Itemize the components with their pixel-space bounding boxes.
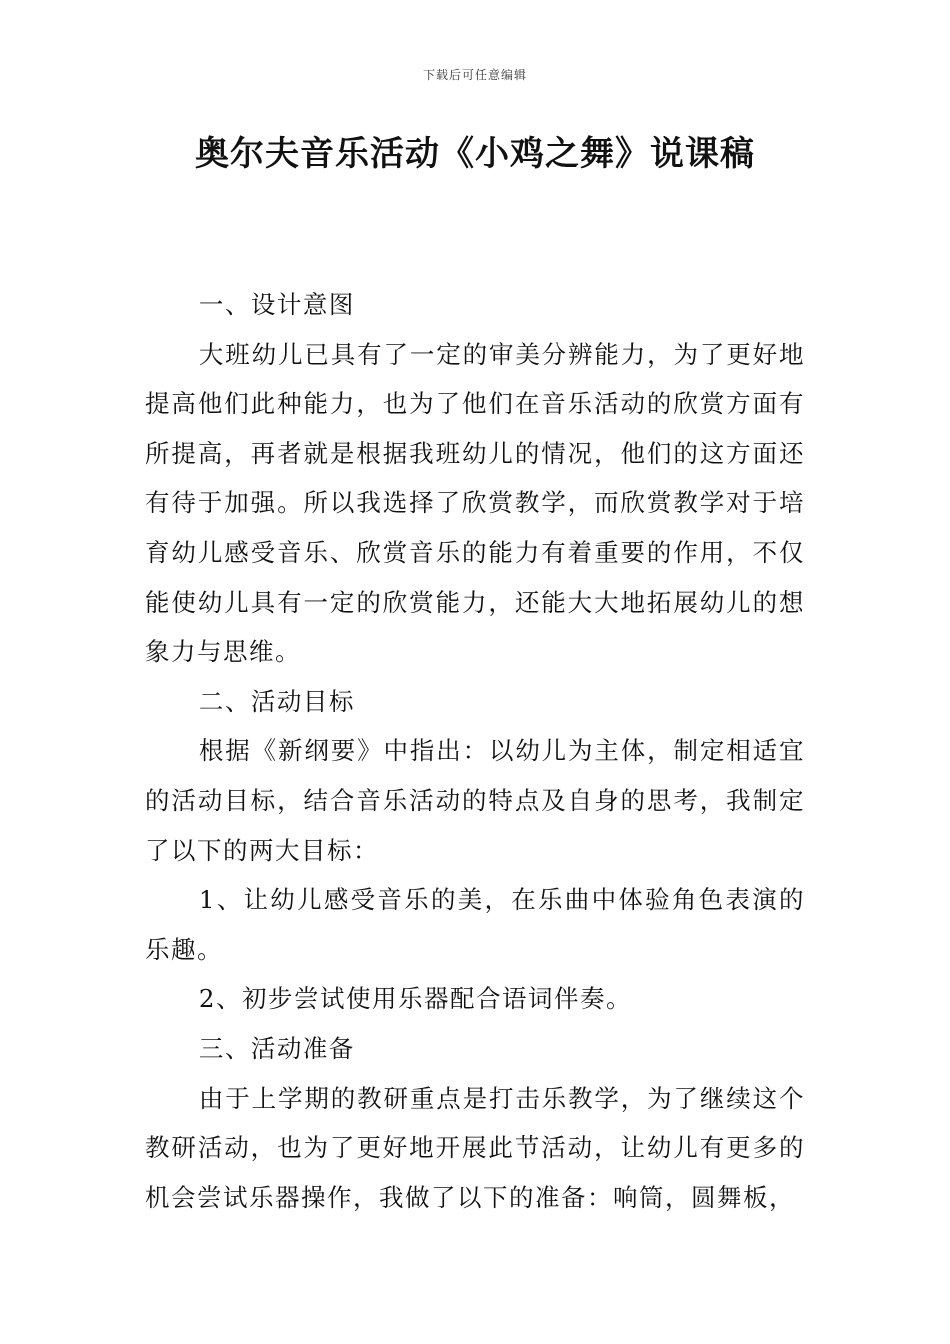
section-heading-activity-prep: 三、活动准备 <box>198 1033 355 1063</box>
section-heading-design-intent: 一、设计意图 <box>198 290 355 319</box>
paragraph-design-intent: 大班幼儿已具有了一定的审美分辨能力，为了更好地提高他们此种能力，也为了他们在音乐活动的欣赏方面有所提高，再者就是根据我班幼儿的情况，他们的这方面还有待于加强。所以我选择了欣赏教学，而欣赏教学对于培育幼儿感受音乐、欣赏音乐的能力有着重要的作用，不仅能使幼儿具有一定的欣赏能力，还能大大地拓展幼儿的想象力与思维。 <box>145 339 805 667</box>
document-body <box>145 280 805 1222</box>
goal-item-2: 2、初步尝试使用乐器配合语词伴奏。 <box>198 984 632 1014</box>
paragraph-activity-goals: 根据《新纲要》中指出：以幼儿为主体，制定相适宜的活动目标，结合音乐活动的特点及自身的思考，我制定了以下的两大目标： <box>145 736 805 865</box>
goal-item-1: 1、让幼儿感受音乐的美，在乐曲中体验角色表演的乐趣。 <box>145 885 805 964</box>
section-heading-activity-goals: 二、活动目标 <box>198 686 355 716</box>
document-title: 奥尔夫音乐活动《小鸡之舞》说课稿 <box>195 134 755 174</box>
paragraph-activity-prep: 由于上学期的教研重点是打击乐教学，为了继续这个教研活动，也为了更好地开展此节活动，让幼儿有更多的机会尝试乐器操作，我做了以下的准备：响筒，圆舞板， <box>145 1083 805 1212</box>
page-header-note: 下载后可任意编辑 <box>422 68 527 82</box>
